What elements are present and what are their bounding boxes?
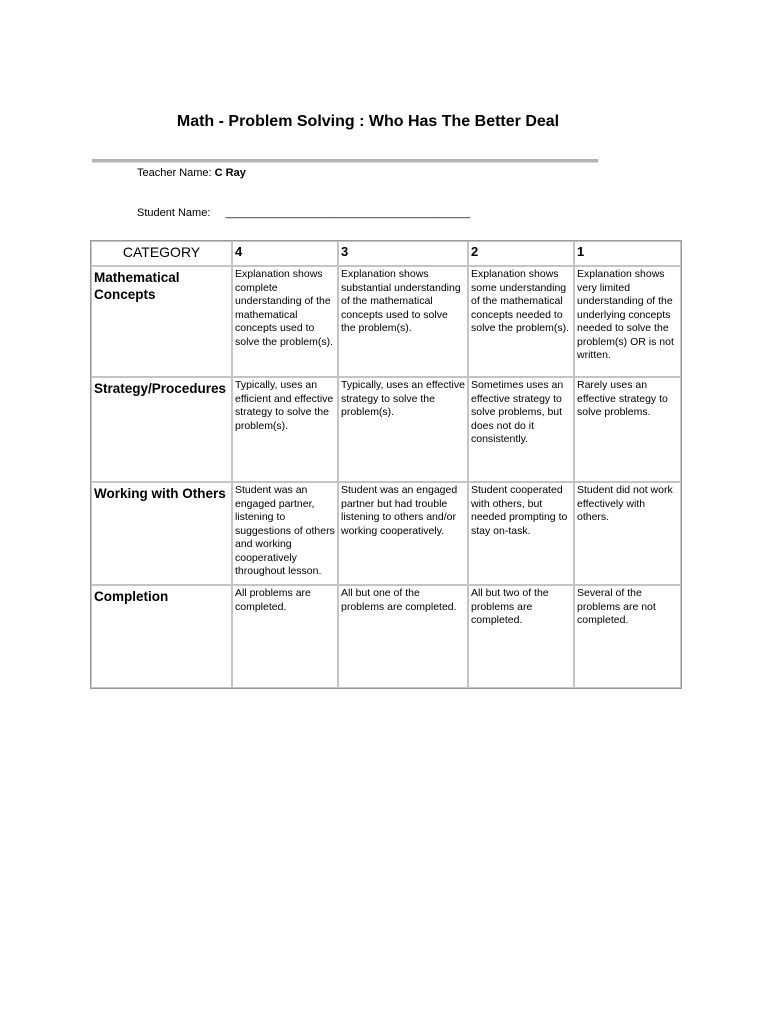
score-4-description: All problems are completed. xyxy=(232,585,338,688)
table-row xyxy=(91,585,681,688)
student-name-blank[interactable]: ________________________________________ xyxy=(225,207,471,219)
score-3-description: Student was an engaged partner but had trouble listening to others and/or working cooperatively. xyxy=(338,482,468,585)
header-score-1: 1 xyxy=(574,241,681,266)
row-category: Working with Others xyxy=(91,482,232,585)
score-3-description: Typically, uses an effective strategy to solve the problem(s). xyxy=(338,377,468,482)
score-4-description: Student was an engaged partner, listening to suggestions of others and working cooperatively throughout lesson. xyxy=(232,482,338,585)
score-2-description: All but two of the problems are completed. xyxy=(468,585,574,688)
table-row xyxy=(91,266,681,377)
header-category: CATEGORY xyxy=(91,241,232,266)
teacher-name-field xyxy=(137,167,246,179)
student-name-label: Student Name: xyxy=(137,207,211,219)
table-row xyxy=(91,482,681,585)
table-row xyxy=(91,377,681,482)
teacher-name-value: C Ray xyxy=(214,167,246,179)
row-category: Completion xyxy=(91,585,232,688)
score-4-description: Explanation shows complete understanding of the mathematical concepts used to solve the problem(s). xyxy=(232,266,338,377)
header-score-3: 3 xyxy=(338,241,468,266)
score-1-description: Student did not work effectively with others. xyxy=(574,482,681,585)
score-3-description: Explanation shows substantial understanding of the mathematical concepts used to solve the problem(s). xyxy=(338,266,468,377)
header-score-4: 4 xyxy=(232,241,338,266)
page-title: Math - Problem Solving : Who Has The Better Deal xyxy=(176,113,560,130)
teacher-name-label: Teacher Name: xyxy=(137,167,212,179)
score-3-description: All but one of the problems are completed. xyxy=(338,585,468,688)
score-2-description: Sometimes uses an effective strategy to solve problems, but does not do it consistently. xyxy=(468,377,574,482)
row-category: Strategy/Procedures xyxy=(91,377,232,482)
score-1-description: Rarely uses an effective strategy to solve problems. xyxy=(574,377,681,482)
score-1-description: Explanation shows very limited understanding of the underlying concepts needed to solve the problem(s) OR is not written. xyxy=(574,266,681,377)
score-4-description: Typically, uses an efficient and effective strategy to solve the problem(s). xyxy=(232,377,338,482)
header-score-2: 2 xyxy=(468,241,574,266)
score-2-description: Student cooperated with others, but needed prompting to stay on-task. xyxy=(468,482,574,585)
row-category: Mathematical Concepts xyxy=(91,266,232,377)
rubric-table xyxy=(90,240,682,689)
score-1-description: Several of the problems are not completed. xyxy=(574,585,681,688)
student-name-field xyxy=(137,207,470,219)
score-2-description: Explanation shows some understanding of the mathematical concepts needed to solve the problem(s). xyxy=(468,266,574,377)
rubric-header-row xyxy=(91,241,681,266)
horizontal-rule xyxy=(92,159,598,163)
